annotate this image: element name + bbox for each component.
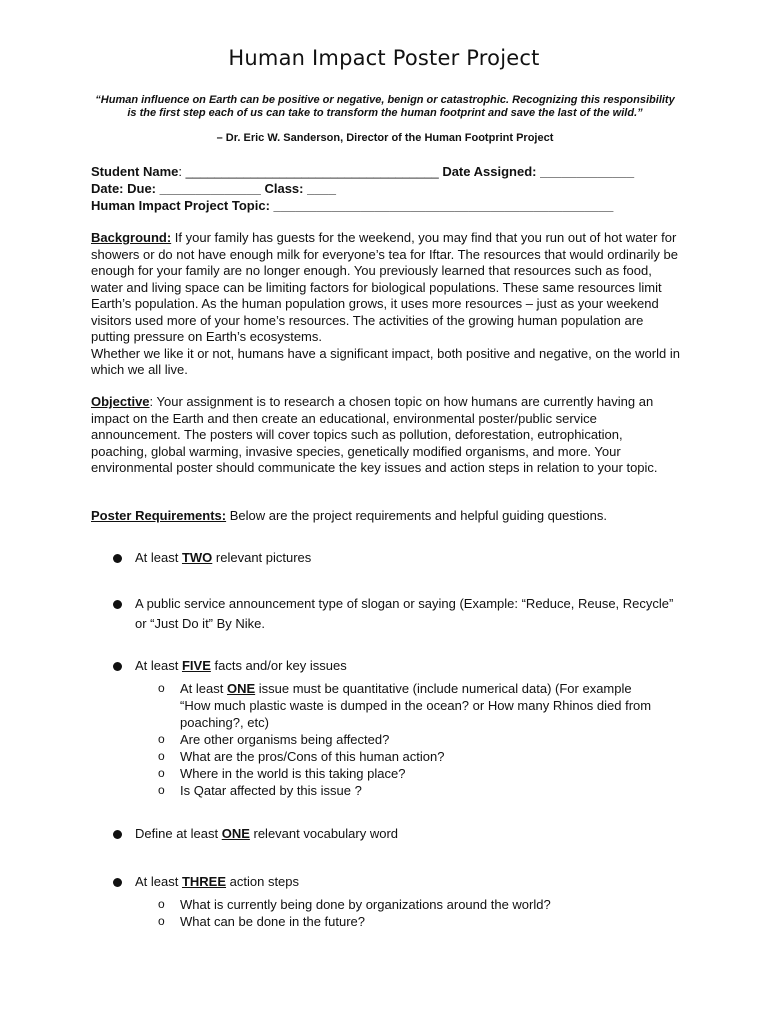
sub-item-text: What are the pros/Cons of this human action? bbox=[180, 749, 445, 764]
list-item bbox=[113, 548, 683, 568]
page-title: Human Impact Poster Project bbox=[228, 46, 540, 70]
objective-heading: Objective bbox=[91, 394, 150, 409]
requirement-text: A public service announcement type of slogan or saying (Example: “Reduce, Reuse, Recycle” or “Just Do it” By Nike. bbox=[135, 596, 674, 631]
requirement-text: At least FIVE facts and/or key issues bbox=[135, 658, 347, 673]
list-item bbox=[113, 656, 683, 676]
class-field: Class: ____ bbox=[264, 181, 337, 196]
bullet-icon bbox=[113, 600, 122, 609]
objective-section bbox=[91, 394, 681, 477]
sub-list-item bbox=[158, 782, 658, 799]
objective-text: : Your assignment is to research a chosen topic on how humans are currently having an impact on the Earth and then create an educational, environmental poster/public service announcement. The posters will cover topics such as pollution, deforestation, eutrophication, poaching, global warming, invasive species, genetically modified organisms, and more. Your environmental poster should communicate the key issues and action steps in relation to your topic. bbox=[91, 394, 658, 475]
sub-list-item bbox=[158, 913, 658, 930]
list-item bbox=[113, 872, 683, 892]
sub-list-item bbox=[158, 765, 658, 782]
date-due-field: Date: Due: ______________ bbox=[91, 181, 261, 196]
date-class-row bbox=[91, 180, 336, 197]
student-name-row bbox=[91, 163, 634, 180]
circle-bullet-icon: o bbox=[158, 732, 165, 746]
background-heading: Background: bbox=[91, 230, 172, 245]
list-item bbox=[113, 824, 683, 844]
circle-bullet-icon: o bbox=[158, 783, 165, 797]
sub-list-item bbox=[158, 748, 658, 765]
sub-item-text: At least ONE issue must be quantitative (include numerical data) (For example “How much plastic waste is dumped in the ocean? or How many Rhinos died from poaching?, etc) bbox=[180, 681, 652, 730]
date-assigned-field: Date Assigned: _____________ bbox=[442, 164, 635, 179]
circle-bullet-icon: o bbox=[158, 766, 165, 780]
background-text: If your family has guests for the weekend, you may find that you run out of hot water for showers or do not have enough milk for everyone’s tea for Iftar. The resources that would ordinarily be enough for your family are no longer enough. You previously learned that resources such as food, water and living space can be limiting factors for biological populations. These same resources limit Earth’s population. As the human population grows, it uses more resources – just as your weekend visitors used more of your home’s resources. The activities of the growing human population are putting pressure on Earth’s ecosystems. bbox=[91, 230, 679, 344]
requirement-text: At least TWO relevant pictures bbox=[135, 550, 312, 565]
sub-list-item bbox=[158, 896, 658, 913]
bullet-icon bbox=[113, 662, 122, 671]
background-section bbox=[91, 230, 681, 379]
sub-list-item bbox=[158, 731, 658, 748]
background-text-2: Whether we like it or not, humans have a significant impact, both positive and negative, on the world in which we all live. bbox=[91, 345, 680, 377]
requirement-text: At least THREE action steps bbox=[135, 874, 300, 889]
requirement-text: Define at least ONE relevant vocabulary word bbox=[135, 826, 399, 841]
bullet-icon bbox=[113, 554, 122, 563]
sub-list-item bbox=[158, 680, 658, 731]
circle-bullet-icon: o bbox=[158, 897, 165, 911]
epigraph-attribution: – Dr. Eric W. Sanderson, Director of the Human Footprint Project bbox=[216, 132, 554, 144]
epigraph-quote: “Human influence on Earth can be positive or negative, benign or catastrophic. Recognizing this responsibility is the first step each of us can take to transform the human footprint and save the last of the wild.” bbox=[95, 94, 675, 119]
requirements-heading: Poster Requirements: bbox=[91, 508, 227, 523]
list-item bbox=[113, 594, 683, 634]
sub-item-text: Are other organisms being affected? bbox=[180, 732, 390, 747]
requirements-intro bbox=[91, 508, 681, 525]
circle-bullet-icon: o bbox=[158, 681, 165, 695]
sub-item-text: Where in the world is this taking place? bbox=[180, 766, 406, 781]
topic-field: Human Impact Project Topic: _______________________________________________ bbox=[91, 198, 614, 213]
sub-item-text: What can be done in the future? bbox=[180, 914, 366, 929]
requirements-text: Below are the project requirements and helpful guiding questions. bbox=[226, 508, 607, 523]
circle-bullet-icon: o bbox=[158, 914, 165, 928]
student-name-line: : ___________________________________ bbox=[178, 164, 439, 179]
circle-bullet-icon: o bbox=[158, 749, 165, 763]
sub-item-text: What is currently being done by organizations around the world? bbox=[180, 897, 551, 912]
student-name-label: Student Name bbox=[91, 164, 179, 179]
sub-item-text: Is Qatar affected by this issue ? bbox=[180, 783, 362, 798]
bullet-icon bbox=[113, 878, 122, 887]
bullet-icon bbox=[113, 830, 122, 839]
